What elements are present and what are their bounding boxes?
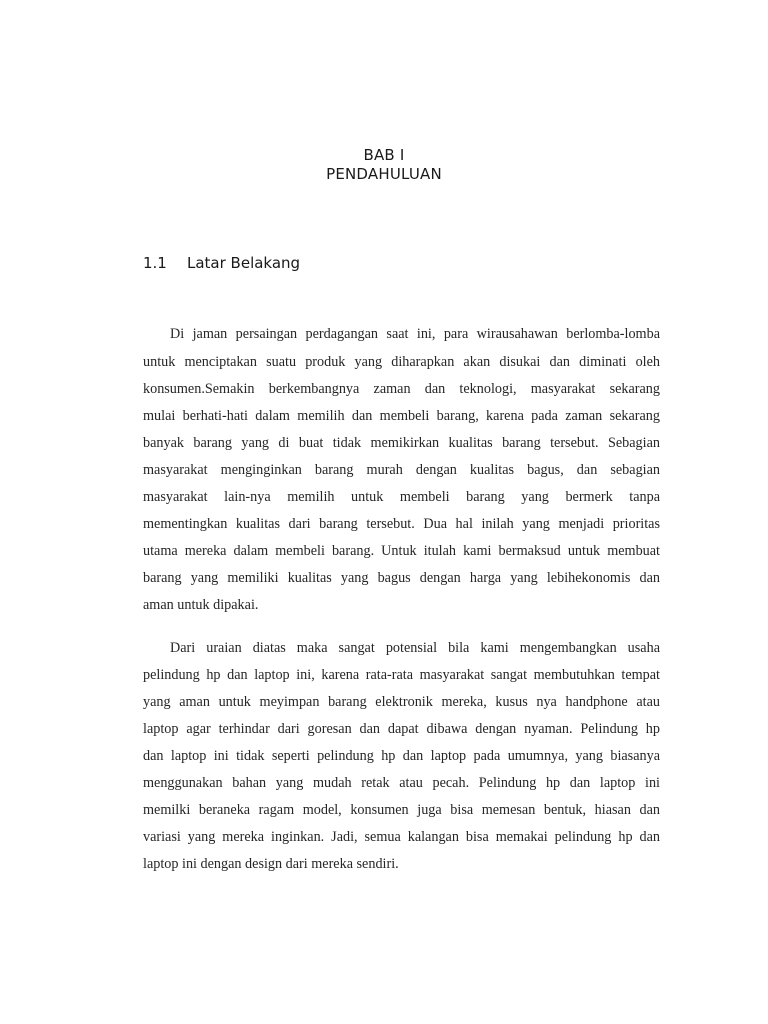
chapter-number: BAB I — [363, 146, 405, 164]
paragraph-1-line: masyarakat menginginkan barang murah dengan kualitas bagus, dan sebagian — [143, 462, 660, 478]
paragraph-2-line: yang aman untuk meyimpan barang elektronik mereka, kusus nya handphone atau — [143, 694, 660, 710]
paragraph-2-line: memilki beraneka ragam model, konsumen juga bisa memesan bentuk, hiasan dan — [143, 802, 660, 818]
paragraph-2-line: dan laptop ini tidak seperti pelindung hp dan laptop pada umumnya, yang biasanya — [143, 748, 660, 764]
paragraph-2-line: laptop ini dengan design dari mereka sendiri. — [143, 856, 399, 872]
paragraph-1-line: barang yang memiliki kualitas yang bagus dengan harga yang lebihekonomis dan — [143, 570, 660, 586]
paragraph-2-line: pelindung hp dan laptop ini, karena rata-rata masyarakat sangat membutuhkan tempat — [143, 667, 660, 683]
paragraph-1-line: Di jaman persaingan perdagangan saat ini, para wirausahawan berlomba-lomba — [170, 326, 660, 342]
section-title: Latar Belakang — [187, 254, 301, 272]
paragraph-2-line: laptop agar terhindar dari goresan dan dapat dibawa dengan nyaman. Pelindung hp — [143, 721, 660, 737]
paragraph-1-line: mementingkan kualitas dari barang tersebut. Dua hal inilah yang menjadi prioritas — [143, 516, 660, 532]
paragraph-2-line: Dari uraian diatas maka sangat potensial bila kami mengembangkan usaha — [170, 640, 660, 656]
chapter-title: PENDAHULUAN — [326, 165, 442, 183]
paragraph-1-line: utama mereka dalam membeli barang. Untuk itulah kami bermaksud untuk membuat — [143, 543, 660, 559]
section-number: 1.1 — [143, 254, 167, 272]
section-heading — [143, 254, 300, 272]
paragraph-1-line: untuk menciptakan suatu produk yang diharapkan akan disukai dan diminati oleh — [143, 354, 660, 370]
paragraph-1-line: masyarakat lain-nya memilih untuk membeli barang yang bermerk tanpa — [143, 489, 660, 505]
paragraph-1-line: mulai berhati-hati dalam memilih dan membeli barang, karena pada zaman sekarang — [143, 408, 660, 424]
paragraph-1-line: banyak barang yang di buat tidak memikirkan kualitas barang tersebut. Sebagian — [143, 435, 660, 451]
paragraph-2-line: menggunakan bahan yang mudah retak atau pecah. Pelindung hp dan laptop ini — [143, 775, 660, 791]
paragraph-2-line: variasi yang mereka inginkan. Jadi, semua kalangan bisa memakai pelindung hp dan — [143, 829, 660, 845]
paragraph-1-line: aman untuk dipakai. — [143, 597, 259, 613]
paragraph-1-line: konsumen.Semakin berkembangnya zaman dan teknologi, masyarakat sekarang — [143, 381, 660, 397]
